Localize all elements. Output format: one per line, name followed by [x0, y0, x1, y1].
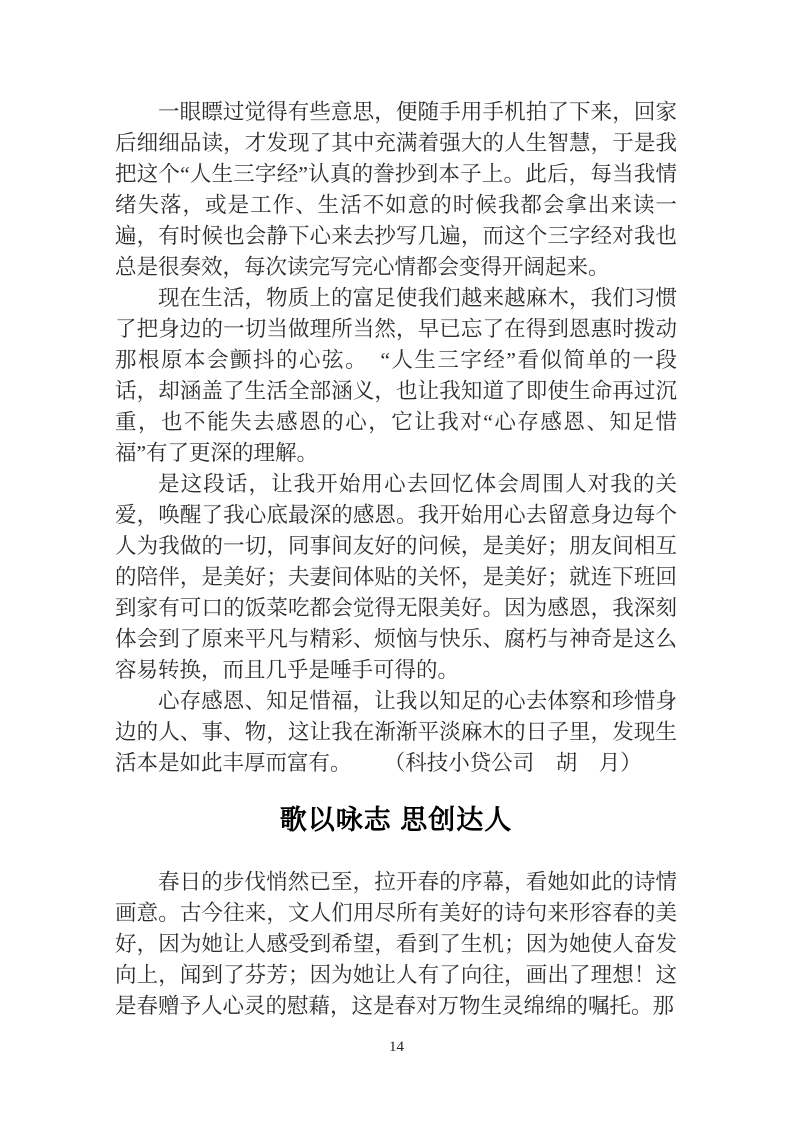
paragraph — [115, 686, 677, 779]
page-content — [115, 97, 677, 1022]
paragraph: 一眼瞟过觉得有些意思，便随手用手机拍了下来，回家后细细品读，才发现了其中充满着强大的人生智慧，于是我把这个“人生三字经”认真的誊抄到本子上。此后，每当我情绪失落，或是工作、生活不如意的时候我都会拿出来读一遍，有时候也会静下心来去抄写几遍，而这个三字经对我也总是很奏效，每次读完写完心情都会变得开阔起来。 — [115, 100, 677, 279]
page-number: 14 — [389, 1039, 404, 1055]
attribution: （科技小贷公司 胡 月） — [394, 751, 642, 775]
paragraph: 现在生活，物质上的富足使我们越来越麻木，我们习惯了把身边的一切当做理所当然，早已忘了在得到恩惠时拨动那根原本会颤抖的心弦。 “人生三字经”看似简单的一段话，却涵盖了生活全部涵义，也让我知道了即使生命再过沉重，也不能失去感恩的心，它让我对“心存感恩、知足惜福”有了更深的理解。 — [115, 286, 677, 465]
paragraph-text: 心存感恩、知足惜福，让我以知足的心去体察和珍惜身边的人、事、物，这让我在渐渐平淡麻木的日子里，发现生活本是如此丰厚而富有。 — [115, 689, 677, 775]
article-title: 歌以咏志 思创达人 — [279, 805, 513, 835]
paragraph: 是这段话，让我开始用心去回忆体会周围人对我的关爱，唤醒了我心底最深的感恩。我开始用心去留意身边每个人为我做的一切，同事间友好的问候，是美好；朋友间相互的陪伴，是美好；夫妻间体贴的关怀，是美好；就连下班回到家有可口的饭菜吃都会觉得无限美好。因为感恩，我深刻体会到了原来平凡与精彩、烦恼与快乐、腐朽与神奇是这么容易转换，而且几乎是唾手可得的。 — [115, 472, 677, 682]
paragraph: 春日的步伐悄然已至，拉开春的序幕，看她如此的诗情画意。古今往来，文人们用尽所有美好的诗句来形容春的美好，因为她让人感受到希望，看到了生机；因为她使人奋发向上，闻到了芬芳；因为她让人有了向往，画出了理想！这是春赠予人心灵的慰藉，这是春对万物生灵绵绵的嘱托。那 — [115, 870, 677, 1018]
